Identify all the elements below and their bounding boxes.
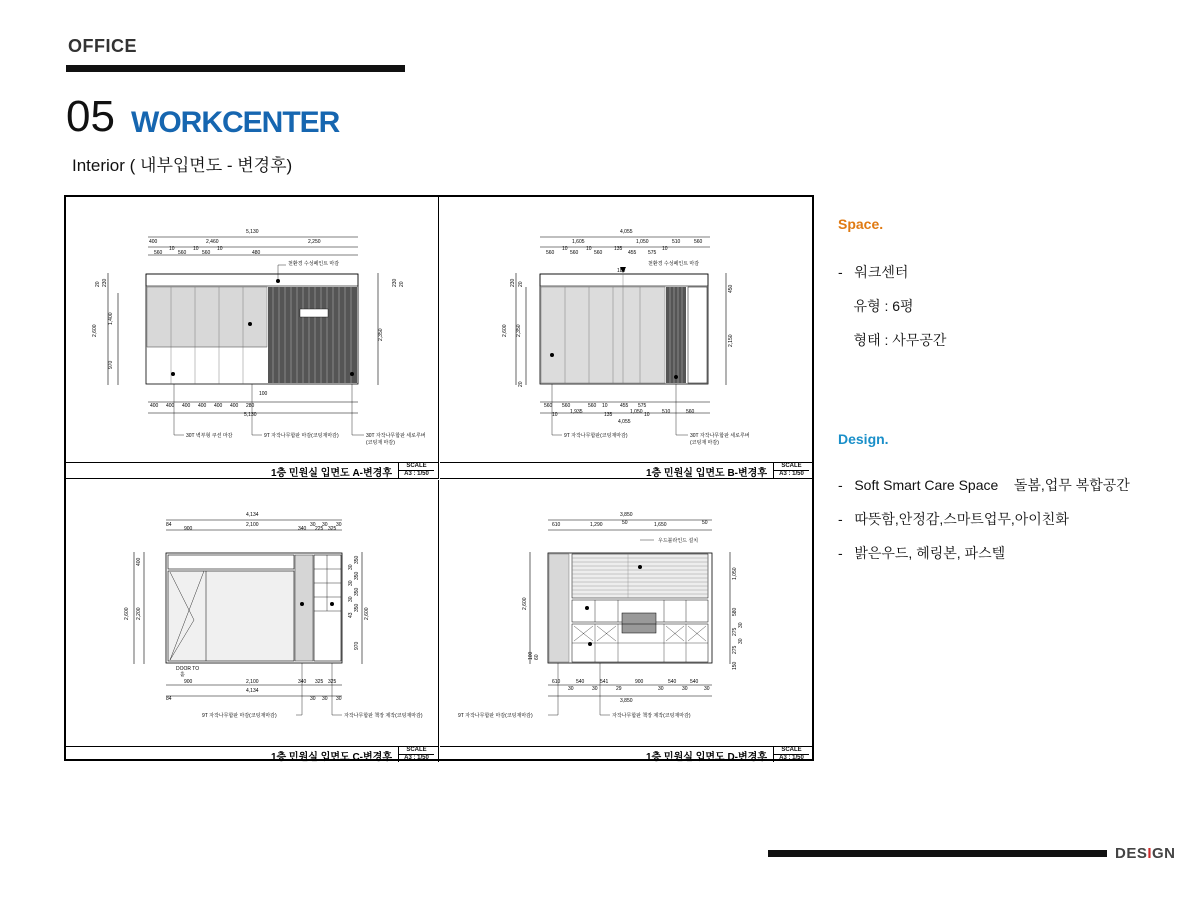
dim-c-bottom-2: 340 (298, 679, 307, 685)
dim-d-bottom-8: 29 (616, 686, 622, 692)
dim-a-bottom-0: 400 (150, 403, 159, 409)
dim-b-bottom-1: 560 (562, 403, 571, 409)
dim-c-bottom-8: 30 (322, 696, 328, 702)
dimension-labels-d (458, 512, 744, 719)
title-block-b (440, 462, 813, 478)
dim-d-right-2: 275 (732, 627, 738, 636)
note-d-2: 자작나무합판 책장 제작(코팅재마감) (612, 713, 691, 719)
elevation-drawing-c (66, 480, 438, 746)
dim-b-top-9: 560 (594, 250, 603, 256)
dim-b-top-6: 10 (562, 246, 568, 252)
dim-c-left-2: 400 (136, 557, 142, 566)
dim-d-bottom-10: 30 (682, 686, 688, 692)
dim-c-right-6: 30 (348, 564, 354, 570)
dim-d-left-0: 2,600 (522, 597, 528, 610)
dim-d-bottom-5: 540 (690, 679, 699, 685)
scale-box-a (398, 463, 434, 478)
dim-d-bottom-6: 30 (568, 686, 574, 692)
dim-b-bottom-3: 10 (602, 403, 608, 409)
dim-d-right-1: 580 (732, 607, 738, 616)
elevation-panel-b (440, 197, 813, 479)
dim-a-top-7: 480 (252, 250, 261, 256)
dim-d-bottom-1: 540 (576, 679, 585, 685)
drawing-title-b: 1층 민원실 입면도 B-변경후 (645, 468, 767, 479)
dim-a-top-3: 400 (149, 239, 158, 245)
brand-part-2: GN (1152, 845, 1176, 862)
dim-b-top-7: 560 (570, 250, 579, 256)
drawing-title-c: 1층 민원실 입면도 C-변경후 (270, 752, 392, 763)
dim-b-top-0: 4,055 (620, 229, 633, 235)
dim-a-left-1: 1,400 (108, 312, 114, 325)
dim-b-bottom-10: 560 (686, 409, 695, 415)
space-line-2: 유형 : 6평 (838, 298, 914, 314)
dim-a-left-2: 970 (108, 360, 114, 369)
dim-d-top-4: 1,650 (654, 522, 667, 528)
dim-a-top-10: 560 (202, 250, 211, 256)
scale-box-b (773, 463, 809, 478)
dim-a-bottom-4: 400 (214, 403, 223, 409)
scale-label-c: SCALE (399, 747, 434, 755)
dim-b-left-4: 20 (518, 381, 524, 387)
scale-box-d (773, 747, 809, 762)
dim-b-top-8: 10 (586, 246, 592, 252)
design-heading: Design. (838, 431, 889, 447)
dim-b-left-1: 2,350 (516, 324, 522, 337)
dim-c-bottom-0: 900 (184, 679, 193, 685)
drawing-title-a: 1층 민원실 입면도 A-변경후 (270, 468, 392, 479)
dim-b-bottom-11: 10 (552, 412, 558, 418)
dim-a-top-0: 5,130 (246, 229, 259, 235)
section-number: 05 (66, 92, 115, 141)
dim-a-top-6: 10 (217, 246, 223, 252)
dim-c-right-7: 30 (348, 580, 354, 586)
note-c-2: 9T 자작나무합판 마감(코팅재마감) (202, 713, 277, 719)
dim-c-bottom-7: 30 (310, 696, 316, 702)
scale-value-a: A3 : 1/50 (404, 471, 429, 477)
scale-label-b: SCALE (774, 463, 809, 471)
dim-d-bottom-12: 3,850 (620, 698, 633, 704)
drawing-title-d: 1층 민원실 입면도 D-변경후 (645, 752, 767, 763)
office-label: OFFICE (68, 36, 137, 56)
design-brand (1115, 845, 1176, 862)
dim-d-top-1: 610 (552, 522, 561, 528)
dim-b-bottom-2: 560 (588, 403, 597, 409)
dim-d-top-2: 1,290 (590, 522, 603, 528)
note-a-1: 30T 벽부형 쿠션 마감 (186, 433, 233, 439)
dim-d-bottom-4: 540 (668, 679, 677, 685)
design-line-1: - Soft Smart Care Space 돌봄,업무 복합공간 (838, 477, 1130, 493)
dim-a-top-5: 10 (193, 246, 199, 252)
elevation-panel-c (66, 480, 439, 762)
space-heading: Space. (838, 216, 884, 232)
dim-c-bottom-3: 325 (315, 679, 324, 685)
scale-value-c: A3 : 1/50 (404, 755, 429, 761)
dim-a-left-0: 2,600 (92, 324, 98, 337)
dim-b-bottom-12: 10 (644, 412, 650, 418)
brand-part-1: DES (1115, 845, 1148, 862)
design-line-2: - 따뜻함,안정감,스마트업무,아이친화 (838, 511, 1069, 527)
dim-a-top-2: 2,250 (308, 239, 321, 245)
dim-c-bottom-1: 2,100 (246, 679, 259, 685)
dim-a-top-8: 560 (154, 250, 163, 256)
dim-c-left-0: 2,600 (124, 607, 130, 620)
dim-b-top-12: 575 (648, 250, 657, 256)
dim-b-bottom-9: 510 (662, 409, 671, 415)
note-a-0: 천환경 수성페인트 마감 (288, 261, 340, 267)
brand-highlight: I (1147, 845, 1153, 862)
dim-b-top-4: 560 (694, 239, 703, 245)
note-d-1: 9T 자작나무합판 마감(코팅재마감) (458, 713, 533, 719)
dim-a-bottom-3: 400 (198, 403, 207, 409)
top-divider (66, 65, 405, 72)
dim-d-top-3: 50 (622, 520, 628, 526)
note-c-3: 자작나무합판 책장 제작(코팅재마감) (344, 713, 423, 719)
dim-c-right-0: 2,600 (364, 607, 370, 620)
dim-c-bottom-4: 325 (328, 679, 337, 685)
dim-c-top-3: 900 (184, 526, 193, 532)
dim-a-bottom-7: 5,130 (244, 412, 257, 418)
dim-b-top-10: 135 (614, 246, 623, 252)
scale-value-d: A3 : 1/50 (779, 755, 804, 761)
dim-b-top-11: 455 (628, 250, 637, 256)
dim-d-top-0: 3,850 (620, 512, 633, 518)
space-line-3: 형태 : 사무공간 (838, 332, 947, 348)
dim-a-bottom-6: 280 (246, 403, 255, 409)
elevation-drawing-a (66, 197, 438, 463)
dim-c-top-7: 30 (310, 522, 316, 528)
title-block-c (66, 746, 438, 762)
dim-a-top-9: 560 (178, 250, 187, 256)
title-block-d (440, 746, 813, 762)
dim-a-bottom-2: 400 (182, 403, 191, 409)
dim-c-right-5: 350 (354, 603, 360, 612)
dim-c-right-8: 43 (348, 612, 354, 618)
dim-b-top-1: 1,605 (572, 239, 585, 245)
dim-b-left-2: 230 (510, 278, 516, 287)
dim-d-left-1: 100 (528, 651, 534, 660)
dim-c-bottom-9: 30 (336, 696, 342, 702)
note-b-0: 천환경 수성페인트 마감 (648, 261, 700, 267)
dim-b-top-2: 1,050 (636, 239, 649, 245)
dim-b-left-3: 20 (518, 281, 524, 287)
dim-c-right-4: 350 (354, 587, 360, 596)
dim-d-right-0: 1,050 (732, 567, 738, 580)
dim-c-top-4: 340 (298, 526, 307, 532)
elevation-sheet (64, 195, 814, 761)
note-c-1: 홀 (180, 672, 185, 678)
dim-b-bottom-4: 455 (620, 403, 629, 409)
elevation-panel-d (440, 480, 813, 762)
dim-d-right-3: 275 (732, 645, 738, 654)
dim-a-bottom-8: 100 (259, 391, 268, 397)
note-a-2: 9T 자작나무합판 마감(코팅재마감) (264, 433, 339, 439)
note-b-1: 9T 자작나무합판(코팅재마감) (564, 433, 628, 439)
note-d-0: 우드블라인드 설치 (658, 538, 699, 544)
dim-d-left-2: 60 (534, 654, 540, 660)
note-c-0: DOOR TO (176, 666, 200, 672)
dim-a-bottom-1: 400 (166, 403, 175, 409)
dim-c-bottom-5: 4,134 (246, 688, 259, 694)
dim-a-left-4: 20 (95, 281, 101, 287)
dim-b-top-5: 560 (546, 250, 555, 256)
scale-value-b: A3 : 1/50 (779, 471, 804, 477)
dim-c-top-0: 4,134 (246, 512, 259, 518)
dim-d-right-5: 30 (738, 622, 744, 628)
dim-c-right-2: 350 (354, 555, 360, 564)
note-a-3: 30T 자작나무합판 세로루버 (366, 433, 426, 439)
dim-b-bottom-5: 575 (638, 403, 647, 409)
dim-d-right-6: 30 (738, 638, 744, 644)
dim-b-bottom-6: 1,935 (570, 409, 583, 415)
dim-c-left-1: 2,200 (136, 607, 142, 620)
note-b-4: 180 (617, 268, 626, 274)
dim-a-left-3: 230 (102, 278, 108, 287)
dim-b-top-3: 510 (672, 239, 681, 245)
dim-a-right-1: 230 (392, 278, 398, 287)
dim-b-bottom-13: 4,055 (618, 419, 631, 425)
scale-box-c (398, 747, 434, 762)
dim-b-bottom-0: 560 (544, 403, 553, 409)
dim-d-top-5: 50 (702, 520, 708, 526)
dim-a-right-2: 20 (399, 281, 405, 287)
dim-c-top-2: 84 (166, 522, 172, 528)
dim-d-bottom-9: 30 (658, 686, 664, 692)
dim-c-top-5: 225 (315, 526, 324, 532)
title-block-a (66, 462, 438, 478)
dim-c-right-3: 350 (354, 571, 360, 580)
page-subtitle: Interior ( 내부입면도 - 변경후) (72, 156, 293, 175)
dim-c-bottom-6: 84 (166, 696, 172, 702)
dim-b-right-1: 450 (728, 284, 734, 293)
dim-c-right-9: 30 (348, 596, 354, 602)
dim-a-bottom-5: 400 (230, 403, 239, 409)
scale-label-a: SCALE (399, 463, 434, 471)
dim-b-bottom-7: 135 (604, 412, 613, 418)
dim-b-bottom-8: 1,050 (630, 409, 643, 415)
dim-c-top-8: 30 (322, 522, 328, 528)
dim-c-top-6: 325 (328, 526, 337, 532)
dim-d-bottom-3: 900 (635, 679, 644, 685)
dim-b-top-13: 10 (662, 246, 668, 252)
dim-c-top-9: 30 (336, 522, 342, 528)
elevation-panel-a (66, 197, 439, 479)
dim-d-bottom-2: 541 (600, 679, 609, 685)
note-b-3: (코팅재 마감) (690, 440, 719, 446)
dim-a-top-4: 10 (169, 246, 175, 252)
dim-a-top-1: 2,460 (206, 239, 219, 245)
note-b-2: 30T 자작나무합판 세로루버 (690, 433, 750, 439)
dim-d-bottom-0: 610 (552, 679, 561, 685)
section-title: WORKCENTER (131, 106, 340, 139)
dim-b-right-0: 2,150 (728, 334, 734, 347)
dim-d-bottom-11: 30 (704, 686, 710, 692)
dim-b-left-0: 2,600 (502, 324, 508, 337)
scale-label-d: SCALE (774, 747, 809, 755)
bottom-divider (768, 850, 1107, 857)
elevation-drawing-d (440, 480, 812, 746)
note-a-4: (코팅재 마감) (366, 440, 395, 446)
dim-d-bottom-7: 30 (592, 686, 598, 692)
dim-d-right-4: 150 (732, 661, 738, 670)
elevation-drawing-b (440, 197, 812, 463)
dim-c-top-1: 2,100 (246, 522, 259, 528)
dim-c-right-1: 970 (354, 641, 360, 650)
design-line-3: - 밝은우드, 헤링본, 파스텔 (838, 545, 1006, 561)
dim-a-right-0: 2,350 (378, 328, 384, 341)
space-line-1: - 워크센터 (838, 264, 909, 280)
